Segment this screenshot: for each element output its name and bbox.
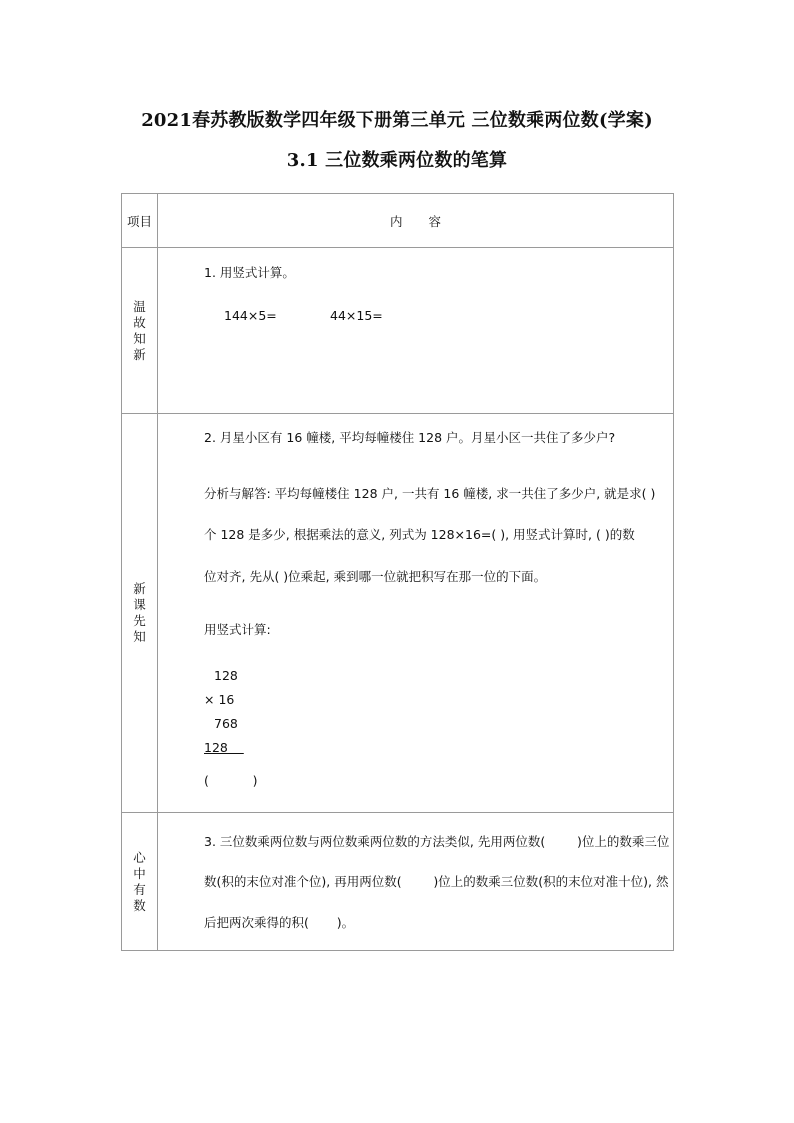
question-1: 1. 用竖式计算。 bbox=[204, 265, 295, 280]
question-2: 2. 月星小区有 16 幢楼, 平均每幢楼住 128 户。月星小区一共住了多少户? bbox=[204, 430, 616, 445]
calc-partial-product-1: 768 bbox=[214, 716, 238, 731]
exercise-b: 44×15= bbox=[330, 308, 383, 323]
row-content-cell bbox=[158, 813, 674, 951]
table-row bbox=[122, 414, 674, 813]
header-content-label: 内容 bbox=[389, 213, 467, 229]
calc-partial-product-2: 128 bbox=[204, 740, 244, 755]
row-label-summary: 心中有数 bbox=[133, 849, 146, 913]
row-content-cell bbox=[158, 248, 674, 414]
header-item-cell: 项目 bbox=[122, 194, 158, 248]
document-title: 2021春苏教版数学四年级下册第三单元 三位数乘两位数(学案) bbox=[141, 110, 653, 131]
summary-line-3: 后把两次乘得的积( )。 bbox=[204, 915, 355, 930]
header-content-cell bbox=[158, 194, 674, 248]
table-row bbox=[122, 248, 674, 414]
row-label-review: 温故知新 bbox=[133, 298, 146, 362]
summary-line-2: 数(积的末位对准个位), 再用两位数( )位上的数乘三位数(积的末位对准十位), 然 bbox=[204, 874, 669, 889]
analysis-line-2: 个 128 是多少, 根据乘法的意义, 列式为 128×16=( ), 用竖式计算时, ( )的数 bbox=[204, 527, 635, 542]
analysis-line-3: 位对齐, 先从( )位乘起, 乘到哪一位就把积写在那一位的下面。 bbox=[204, 569, 547, 584]
lesson-table bbox=[121, 193, 674, 951]
calc-result-blank: ( ) bbox=[204, 773, 258, 788]
exercise-a: 144×5= bbox=[224, 308, 277, 323]
calc-multiplicand: 128 bbox=[214, 668, 238, 683]
row-label-preview: 新课先知 bbox=[133, 581, 146, 644]
row-label-cell bbox=[122, 414, 158, 813]
row-label-cell bbox=[122, 813, 158, 951]
vertical-calc-prompt: 用竖式计算: bbox=[204, 622, 271, 637]
document-subtitle: 3.1 三位数乘两位数的笔算 bbox=[286, 150, 508, 171]
calc-multiplier: × 16 bbox=[204, 692, 235, 707]
summary-line-1: 3. 三位数乘两位数与两位数乘两位数的方法类似, 先用两位数( )位上的数乘三位 bbox=[204, 834, 670, 849]
analysis-line-1: 分析与解答: 平均每幢楼住 128 户, 一共有 16 幢楼, 求一共住了多少户, 就是求( ) bbox=[204, 486, 656, 501]
table-row bbox=[122, 813, 674, 951]
table-header-row bbox=[122, 194, 674, 248]
row-content-cell bbox=[158, 414, 674, 813]
row-label-cell bbox=[122, 248, 158, 414]
